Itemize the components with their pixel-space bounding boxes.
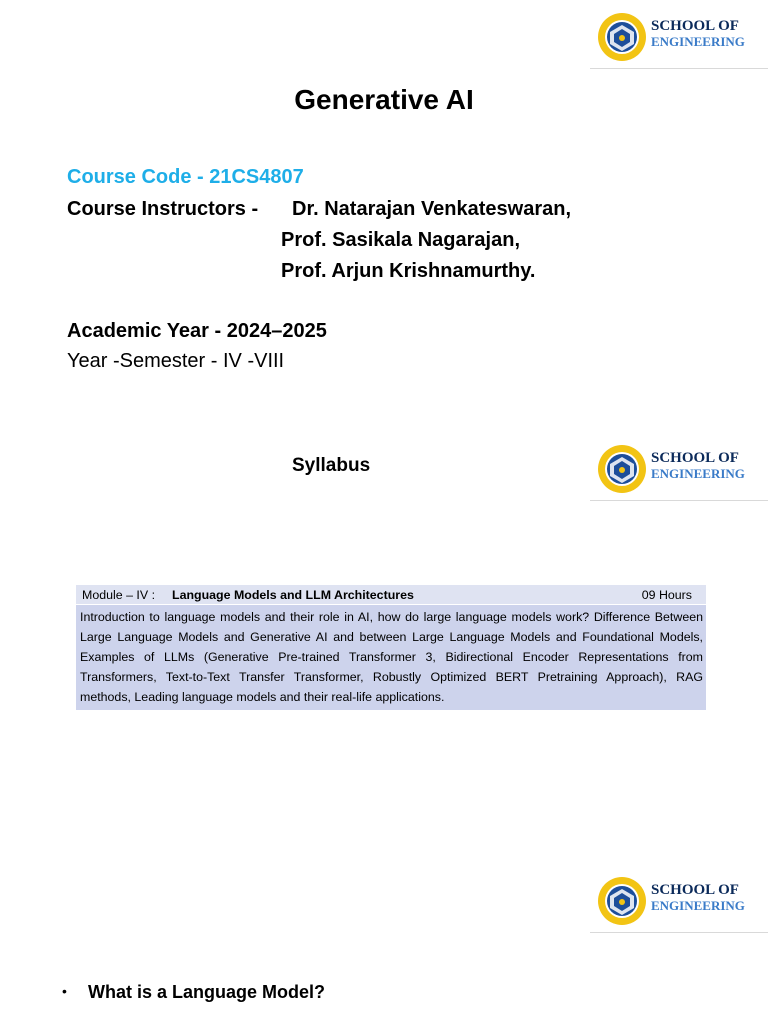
module-hours: 09 Hours bbox=[641, 588, 692, 602]
school-seal-icon bbox=[597, 876, 647, 926]
instructor-name-1: Dr. Natarajan Venkateswaran, bbox=[292, 198, 572, 220]
module-table bbox=[76, 585, 706, 710]
instructors-label: Course Instructors - bbox=[67, 198, 259, 220]
logo-line-1: SCHOOL OF bbox=[651, 450, 739, 466]
school-logo bbox=[590, 872, 768, 933]
logo-line-1: SCHOOL OF bbox=[651, 882, 739, 898]
module-number: Module – IV : bbox=[82, 588, 156, 602]
bullet-icon: • bbox=[62, 983, 67, 999]
bullet-item bbox=[62, 982, 325, 1003]
module-description: Introduction to language models and their role in AI, how do large language models work? Difference Between Large Language Models and Generative AI and between Large Language Models and Foundational Models, Examples of LLMs (Generative Pre-trained Transformer 3, Bidirectional Encoder Representations from Transformers, Text-to-Text Transfer Transformer, Robustly Optimized BERT Pretraining Approach), RAG methods, Leading language models and their real-life applications. bbox=[80, 610, 703, 704]
logo-line-2: ENGINEERING bbox=[651, 466, 745, 481]
year-semester: Year -Semester - IV -VIII bbox=[67, 350, 285, 372]
school-logo bbox=[590, 8, 768, 69]
academic-year: Academic Year - 2024–2025 bbox=[67, 320, 327, 342]
page-title: Generative AI bbox=[294, 84, 474, 115]
module-header-row bbox=[76, 585, 706, 605]
school-seal-icon bbox=[597, 12, 647, 62]
instructor-name-2: Prof. Sasikala Nagarajan, bbox=[281, 229, 521, 251]
logo-line-2: ENGINEERING bbox=[651, 34, 745, 49]
syllabus-heading: Syllabus bbox=[292, 455, 371, 476]
school-logo bbox=[590, 440, 768, 501]
school-seal-icon bbox=[597, 444, 647, 494]
instructor-name-3: Prof. Arjun Krishnamurthy. bbox=[281, 260, 536, 282]
bullet-text: What is a Language Model? bbox=[88, 982, 326, 1002]
logo-line-1: SCHOOL OF bbox=[651, 18, 739, 34]
module-title: Language Models and LLM Architectures bbox=[172, 588, 414, 602]
logo-line-2: ENGINEERING bbox=[651, 898, 745, 913]
course-code: Course Code - 21CS4807 bbox=[67, 166, 304, 188]
